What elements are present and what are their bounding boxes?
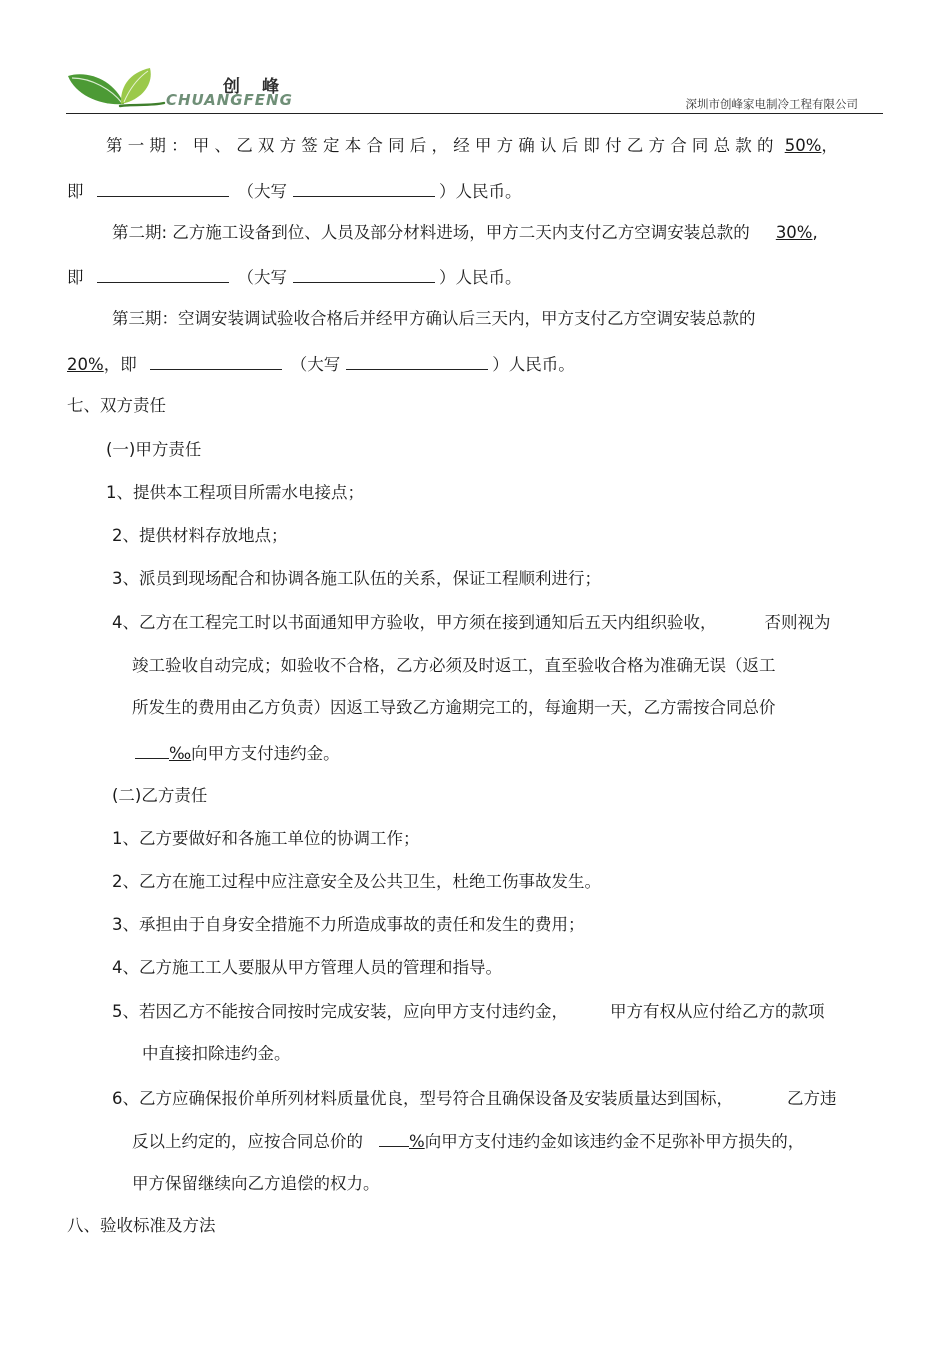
daxie-blank bbox=[293, 265, 435, 283]
party-b-heading: (二)乙方责任 bbox=[112, 786, 208, 805]
item-4-text-cont: 否则视为 bbox=[764, 613, 831, 632]
item-6-line-2a: 反以上约定的，应按合同总价的 bbox=[132, 1132, 363, 1151]
daxie-label: （大写 bbox=[237, 182, 287, 201]
party-b-item-1: 1、乙方要做好和各施工单位的协调工作； bbox=[112, 829, 420, 848]
stage-3-percent: 20% bbox=[67, 355, 104, 374]
page-header bbox=[0, 0, 950, 118]
logo-english-name: CHUANGFENG bbox=[166, 91, 293, 109]
amount-blank bbox=[97, 265, 229, 283]
percent-mark: % bbox=[409, 1132, 425, 1151]
party-a-item-1: 1、提供本工程项目所需水电接点； bbox=[106, 483, 364, 502]
percent-blank bbox=[379, 1129, 409, 1147]
item-6-line-2b: 向甲方支付违约金如该违约金不足弥补甲方损失的， bbox=[424, 1132, 805, 1151]
company-name: 深圳市创峰家电制冷工程有限公司 bbox=[685, 97, 858, 111]
party-a-item-4-line-3: 所发生的费用由乙方负责）因返工导致乙方逾期完工的，每逾期一天，乙方需按合同总价 bbox=[132, 698, 776, 717]
amount-blank bbox=[150, 352, 282, 370]
party-b-item-3: 3、承担由于自身安全措施不力所造成事故的责任和发生的费用； bbox=[112, 915, 585, 934]
ji-label: 即 bbox=[67, 268, 84, 287]
permille-mark: ‰ bbox=[169, 744, 192, 763]
party-b-item-5 bbox=[112, 1001, 825, 1023]
section-7-heading: 七、双方责任 bbox=[67, 396, 166, 415]
stage-3-text: 第三期：空调安装调试验收合格后并经甲方确认后三天内，甲方支付乙方空调安装总款的 bbox=[112, 309, 756, 328]
item-5-text: 5、若因乙方不能按合同按时完成安装，应向甲方支付违约金， bbox=[112, 1002, 568, 1021]
party-b-item-6 bbox=[112, 1088, 837, 1110]
party-a-item-4-line-4 bbox=[135, 741, 340, 765]
party-a-item-2: 2、提供材料存放地点； bbox=[112, 526, 288, 545]
permille-blank bbox=[135, 741, 169, 759]
amount-blank bbox=[97, 179, 229, 197]
item-4-text: 4、乙方在工程完工时以书面通知甲方验收，甲方须在接到通知后五天内组织验收， bbox=[112, 613, 717, 632]
party-b-item-5-line-2: 中直接扣除违约金。 bbox=[142, 1044, 291, 1063]
logo-chinese-name: 创峰 bbox=[223, 77, 301, 97]
stage-1-percent: 50% bbox=[784, 136, 822, 155]
stage-2-text: 第二期: 乙方施工设备到位、人员及部分材料进场，甲方二天内支付乙方空调安装总款的 bbox=[112, 223, 750, 242]
payment-stage-2 bbox=[112, 222, 818, 244]
ji-label: 即 bbox=[67, 182, 84, 201]
payment-stage-1 bbox=[106, 135, 838, 157]
item-4-tail: 向甲方支付违约金。 bbox=[191, 744, 340, 763]
leaf-logo-icon bbox=[66, 66, 166, 110]
party-b-item-2: 2、乙方在施工过程中应注意安全及公共卫生，杜绝工伤事故发生。 bbox=[112, 872, 601, 891]
item-6-text: 6、乙方应确保报价单所列材料质量优良，型号符合且确保设备及安装质量达到国标， bbox=[112, 1089, 733, 1108]
stage-3-amount-line bbox=[67, 352, 575, 376]
party-b-item-6-line-3: 甲方保留继续向乙方追偿的权力。 bbox=[132, 1174, 380, 1193]
stage-1-punct: ， bbox=[821, 136, 838, 155]
daxie-label: （大写 bbox=[237, 268, 287, 287]
item-5-text-cont: 甲方有权从应付给乙方的款项 bbox=[610, 1002, 825, 1021]
stage-3-punct: ，即 bbox=[103, 355, 137, 374]
party-a-item-4-line-2: 竣工验收自动完成；如验收不合格，乙方必须及时返工，直至验收合格为准确无误（返工 bbox=[132, 656, 776, 675]
party-a-item-4 bbox=[112, 612, 831, 634]
rmb-label: ）人民币。 bbox=[492, 355, 575, 374]
daxie-blank bbox=[346, 352, 488, 370]
rmb-label: ）人民币。 bbox=[439, 268, 522, 287]
stage-2-amount-line bbox=[67, 265, 522, 289]
party-a-item-3: 3、派员到现场配合和协调各施工队伍的关系，保证工程顺利进行； bbox=[112, 569, 601, 588]
stage-2-punct: , bbox=[812, 223, 818, 242]
section-8-heading: 八、验收标准及方法 bbox=[67, 1216, 216, 1235]
daxie-label: （大写 bbox=[290, 355, 341, 374]
stage-1-amount-line bbox=[67, 179, 522, 203]
daxie-blank bbox=[293, 179, 435, 197]
header-divider bbox=[66, 113, 883, 114]
stage-1-text: 第一期：甲、乙双方签定本合同后，经甲方确认后即付乙方合同总款的 bbox=[106, 136, 779, 155]
item-6-text-cont: 乙方违 bbox=[787, 1089, 837, 1108]
stage-2-percent: 30% bbox=[775, 223, 813, 242]
party-a-heading: (一)甲方责任 bbox=[106, 440, 202, 459]
rmb-label: ）人民币。 bbox=[439, 182, 522, 201]
party-b-item-4: 4、乙方施工工人要服从甲方管理人员的管理和指导。 bbox=[112, 958, 502, 977]
payment-stage-3 bbox=[112, 308, 756, 330]
party-b-item-6-line-2 bbox=[132, 1129, 804, 1153]
